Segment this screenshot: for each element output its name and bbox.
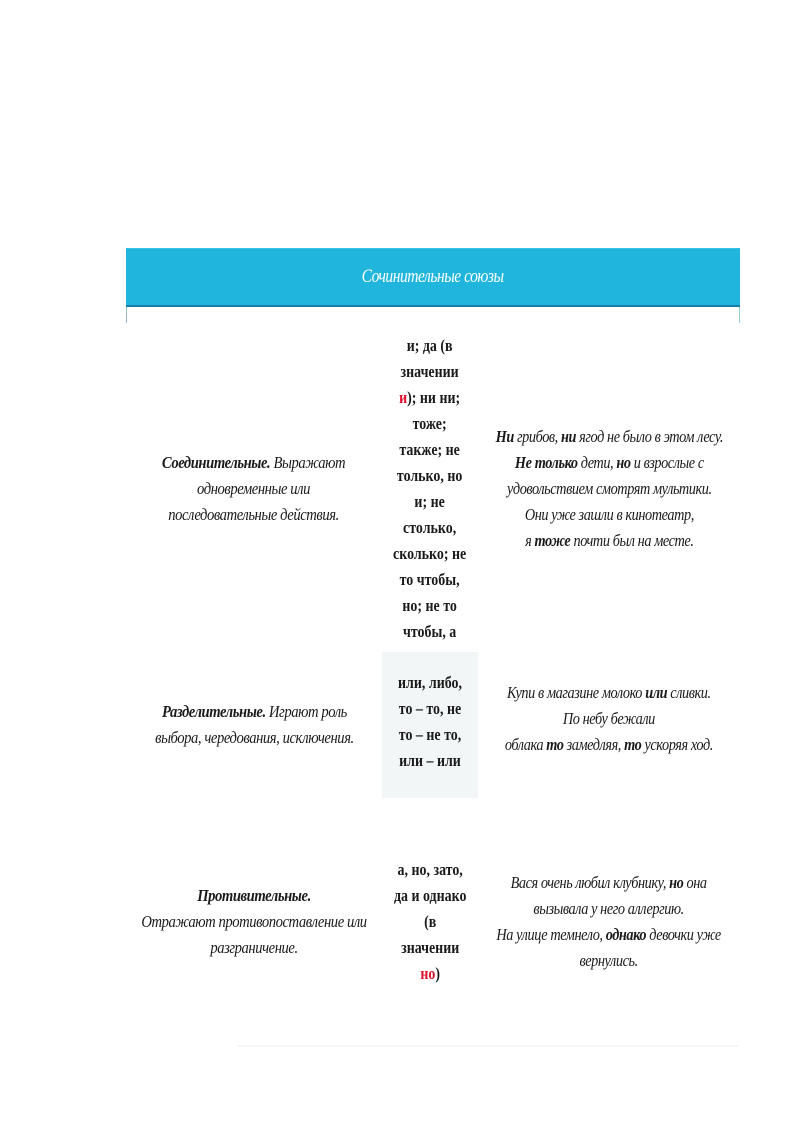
example-text: ягод не было в этом лесу. — [575, 427, 723, 446]
table-title: Сочинительные союзы — [362, 266, 504, 287]
examples-cell — [478, 652, 740, 798]
example-line — [495, 450, 722, 476]
left-border-line — [126, 307, 127, 323]
example-text: и взрослые с — [630, 453, 704, 472]
conj-line: то – не то, — [398, 725, 462, 744]
example-text: облака — [504, 735, 547, 754]
conj-line: значении — [400, 362, 460, 381]
conj-line — [393, 385, 466, 411]
conj-line: и; да (в — [407, 336, 453, 355]
examples — [497, 870, 721, 974]
conj-fragment: ) — [435, 964, 440, 983]
example-text: почти был на месте. — [569, 531, 694, 550]
conjunctions-cell — [382, 848, 478, 996]
conj-line: а, но, зато, — [397, 860, 463, 879]
conjunctions-table — [126, 248, 740, 983]
examples — [505, 680, 713, 758]
example-line — [505, 706, 713, 732]
example-text: вызывала у него аллергию. — [533, 899, 685, 918]
conj-line: и; не — [414, 492, 446, 511]
conj-line: да и однако — [393, 886, 467, 905]
type-desc: Отражают противопоставление или — [141, 912, 367, 931]
type-desc: Играют роль — [268, 702, 347, 721]
example-conj: но — [669, 873, 684, 892]
table-row-adversative — [126, 848, 740, 996]
type-desc: последовательные действия. — [168, 505, 340, 524]
example-conj: однако — [606, 925, 647, 944]
conj-line: столько, — [403, 518, 457, 537]
example-text: девочки уже — [646, 925, 722, 944]
type-desc: одновременные или — [197, 479, 311, 498]
example-conj: но — [615, 453, 631, 472]
highlight-conj: и — [399, 388, 408, 407]
example-text: я — [524, 531, 535, 550]
conj-line: (в — [423, 912, 437, 931]
example-line — [497, 896, 721, 922]
type-name: Соединительные. — [162, 453, 271, 472]
example-text: На улице темнело, — [496, 925, 607, 944]
example-text: Купи в магазине молоко — [507, 683, 646, 702]
example-conj: ни — [560, 427, 576, 446]
example-line — [497, 922, 721, 948]
highlight-conj: но — [420, 964, 436, 983]
example-text: По небу бежали — [562, 709, 656, 728]
example-text: замедляя, — [563, 735, 625, 754]
conj-line: или, либо, — [398, 673, 462, 692]
example-text: Вася очень любил клубнику, — [510, 873, 670, 892]
conj-line: только, но — [397, 466, 463, 485]
example-text: Они уже зашли в кинотеатр, — [524, 505, 694, 524]
type-desc: выбора, чередования, исключения. — [154, 728, 354, 747]
conj-line: тоже; — [412, 414, 448, 433]
table-row-connective — [126, 326, 740, 652]
type-desc: разграничение. — [210, 938, 298, 957]
type-cell — [126, 326, 382, 652]
conj-line: то – то, не — [398, 699, 462, 718]
example-conj: или — [645, 683, 668, 702]
right-border-line — [739, 307, 740, 323]
example-conj: то — [624, 735, 642, 754]
conjunctions-cell — [382, 326, 478, 652]
examples-cell — [478, 848, 740, 996]
conj-line: то чтобы, — [400, 570, 460, 589]
type-name: Противительные. — [197, 886, 311, 905]
table-row-disjunctive — [126, 652, 740, 798]
conj-line: или – или — [399, 751, 461, 770]
type-name: Разделительные. — [161, 702, 266, 721]
example-conj: тоже — [534, 531, 570, 550]
example-line — [495, 502, 722, 528]
example-line — [505, 680, 713, 706]
example-text: дети, — [577, 453, 616, 472]
example-text: сливки. — [667, 683, 711, 702]
example-text: вернулись. — [579, 951, 639, 970]
example-line — [495, 424, 722, 450]
conj-line: значении — [400, 938, 460, 957]
conj-fragment: ); ни ни; — [407, 388, 461, 407]
example-line — [497, 948, 721, 974]
example-text: удовольствием смотрят мультики. — [506, 479, 712, 498]
conjunctions-cell — [382, 652, 478, 798]
example-line — [495, 476, 722, 502]
type-cell — [126, 848, 382, 996]
example-conj: то — [546, 735, 564, 754]
example-conj: Ни — [495, 427, 514, 446]
type-desc: Выражают — [273, 453, 346, 472]
examples — [495, 424, 722, 554]
table-header — [126, 248, 740, 307]
example-conj: Не только — [514, 453, 578, 472]
example-text: ускоряя ход. — [641, 735, 714, 754]
example-line — [505, 732, 713, 758]
conj-line — [394, 961, 466, 987]
table-bottom-edge — [238, 1045, 738, 1047]
example-line — [495, 528, 722, 554]
example-text: грибов, — [513, 427, 561, 446]
conj-line: сколько; не — [393, 544, 467, 563]
example-text: она — [683, 873, 708, 892]
examples-cell — [478, 326, 740, 652]
type-cell — [126, 652, 382, 798]
conj-line: но; не то — [402, 596, 458, 615]
example-line — [497, 870, 721, 896]
conj-line: чтобы, а — [403, 622, 457, 641]
conj-line: также; не — [399, 440, 461, 459]
